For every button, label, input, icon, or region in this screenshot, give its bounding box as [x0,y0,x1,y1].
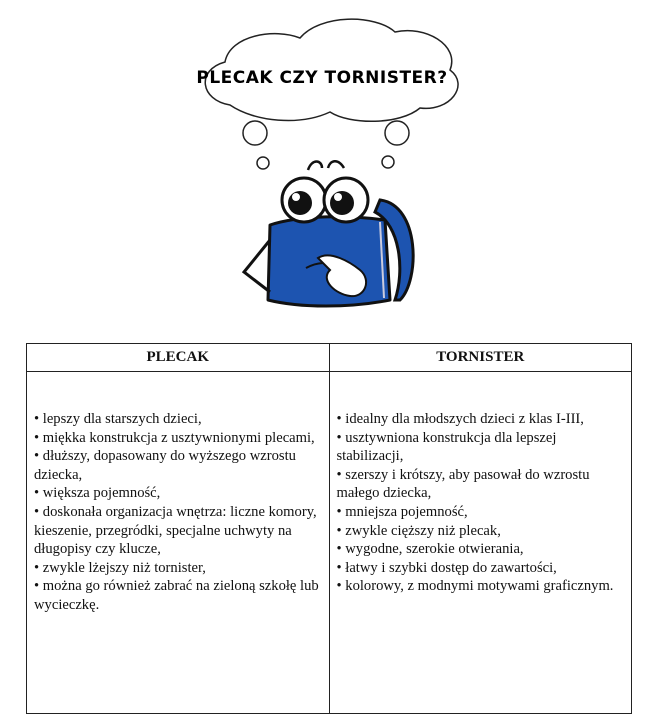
header-plecak: PLECAK [27,344,330,372]
list-item: • zwykle lżejszy niż tornister, [34,559,321,578]
tornister-cell [329,372,632,714]
list-item: • idealny dla młodszych dzieci z klas I-III, [337,410,624,429]
header-tornister: TORNISTER [329,344,632,372]
plecak-list [34,410,321,615]
list-item: • zwykle cięższy niż plecak, [337,522,624,541]
thought-bubbles [243,121,409,169]
list-item: • wygodne, szerokie otwierania, [337,540,624,559]
list-item: • dłuższy, dopasowany do wyższego wzrostu dziecka, [34,447,321,484]
cloud-title: PLECAK CZY TORNISTER? [196,68,448,88]
list-item: • większa pojemność, [34,484,321,503]
backpack-thinking-illustration [0,0,654,330]
backpack-character [244,161,413,306]
list-item: • mniejsza pojemność, [337,503,624,522]
tornister-list [337,410,624,596]
list-item: • szerszy i krótszy, aby pasował do wzrostu małego dziecka, [337,466,624,503]
list-item: • można go również zabrać na zieloną szkołę lub wycieczkę. [34,577,321,614]
list-item: • usztywniona konstrukcja dla lepszej stabilizacji, [337,429,624,466]
plecak-cell [27,372,330,714]
list-item: • kolorowy, z modnymi motywami graficznym. [337,577,624,596]
list-item: • łatwy i szybki dostęp do zawartości, [337,559,624,578]
comparison-table [26,343,632,714]
list-item: • miękka konstrukcja z usztywnionymi plecami, [34,429,321,448]
list-item: • doskonała organizacja wnętrza: liczne komory, kieszenie, przegródki, specjalne uchwyty na długopisy czy klucze, [34,503,321,559]
list-item: • lepszy dla starszych dzieci, [34,410,321,429]
